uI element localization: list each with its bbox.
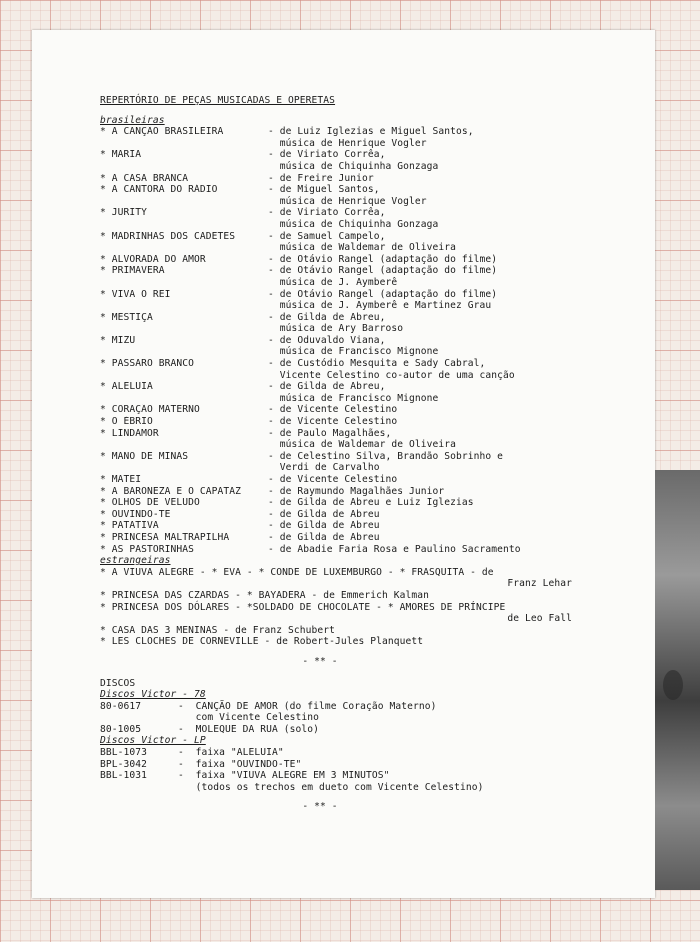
work-row [100,393,640,405]
work-title: * PRINCESA MALTRAPILHA [100,531,230,543]
work-row [100,207,640,219]
work-credit: - de Celestino Silva, Brandão Sobrinho e [268,450,504,462]
disc-track: - faixa "OUVINDO-TE" [178,758,302,770]
work-title: * OUVINDO-TE [100,508,171,520]
work-entry [100,254,640,266]
work-credit: - de Vicente Celestino [268,474,398,485]
disc-track: - CANÇÃO DE AMOR (do filme Coração Materno) [178,700,437,712]
work-row [100,254,640,266]
work-credit: música de Henrique Vogler [268,195,427,207]
work-row [100,323,640,335]
work-credit: - de Gilda de Abreu, [268,311,386,323]
work-title: * A CANÇÃO BRASILEIRA [100,126,224,138]
work-title-spacer [100,161,268,173]
work-row [100,520,640,532]
work-entry [100,451,640,474]
work-entry [100,520,640,532]
work-row [100,358,640,370]
disc-number: BBL-1031 [100,770,148,782]
disc-row [100,724,640,736]
discos-heading: DISCOS [100,677,136,689]
work-entry [100,173,640,185]
work-title: * ALELUIA [100,381,153,393]
work-credit: música de Francisco Mignone [268,392,439,404]
work-title-spacer [100,242,268,254]
work-credit: - de Abadie Faria Rosa e Paulino Sacramento [268,543,521,555]
work-title: * A BARONEZA E O CAPATAZ [100,485,242,497]
work-row [100,300,640,312]
work-credit: - de Gilda de Abreu [268,531,380,543]
work-title: * MATEI [100,474,142,485]
work-credit: - de Viriato Corrêa, [268,149,386,161]
work-title-spacer [100,346,268,358]
work-credit: música de Ary Barroso [268,323,404,335]
work-row [100,532,640,544]
work-credit: - de Vicente Celestino [268,404,398,416]
work-credit: Verdi de Carvalho [268,462,380,474]
work-entry [100,289,640,312]
disc-track: (todos os trechos em dueto com Vicente Celestino) [178,781,484,793]
work-row [100,219,640,231]
work-entry [100,486,640,498]
work-title-spacer [100,323,268,335]
separator-bottom: - ** - [302,801,338,813]
section-label-brasileiras: brasileiras [100,114,165,126]
work-entry [100,184,640,207]
estrangeiras-list [100,567,640,648]
disc-row [100,759,640,771]
work-title: * MIZÚ [100,334,136,346]
foreign-text: * LES CLOCHES DE CORNEVILLE - de Robert-Jules Planquett [100,636,424,648]
work-row [100,370,640,382]
work-entry [100,532,640,544]
work-entry [100,358,640,381]
work-title: * ALVORADA DO AMOR [100,253,206,265]
work-title: * JURITY [100,207,148,219]
work-title: * MARIA [100,149,142,161]
work-title: * MESTIÇA [100,311,153,323]
work-title: * AS PASTORINHAS [100,543,195,555]
foreign-entry [100,567,640,590]
work-credit: - de Gilda de Abreu, [268,381,386,393]
work-credit: - de Gilda de Abreu [268,508,380,520]
work-title-spacer [100,462,268,474]
work-row [100,462,640,474]
foreign-author: Franz Lehar [507,578,572,590]
work-credit: - de Otávio Rangel (adaptação do filme) [268,265,498,277]
work-entry [100,335,640,358]
work-title-spacer [100,439,268,451]
disc-row [100,701,640,713]
work-credit: - de Samuel Campelo, [268,230,386,242]
foreign-entry [100,590,640,602]
work-credit: - de Gilda de Abreu [268,520,380,532]
foreign-text: * PRINCESA DOS DÓLARES - *SOLDADO DE CHOCOLATE - * AMORES DE PRÍNCIPE [100,601,506,613]
work-entry [100,416,640,428]
work-entry [100,149,640,172]
work-entry [100,544,640,556]
work-title: * PATATIVA [100,520,159,532]
foreign-entry [100,625,640,637]
work-credit: - de Miguel Santos, [268,184,380,196]
disc-track: com Vicente Celestino [178,712,320,724]
work-row [100,277,640,289]
work-entry [100,265,640,288]
foreign-entry [100,636,640,648]
work-credit: música de J. Aymberê e Martinez Grau [268,300,492,312]
foreign-text: * CASA DAS 3 MENINAS - de Franz Schubert [100,624,336,636]
victorlp-label: Discos Victor - LP [100,735,206,747]
work-title: * PASSARO BRANCO [100,358,195,370]
work-row [100,161,640,173]
disc-row [100,712,640,724]
work-row [100,416,640,428]
work-credit: música de Chiquinha Gonzaga [268,160,439,172]
work-title: * MADRINHAS DOS CADETES [100,230,236,242]
work-entry [100,428,640,451]
work-title: * CORAÇÃO MATERNO [100,404,200,416]
work-title-spacer [100,300,268,312]
disc-track: - MOLEQUE DA RUA (solo) [178,723,320,735]
work-row [100,242,640,254]
work-entry [100,381,640,404]
work-credit: - de Oduvaldo Viana, [268,334,386,346]
work-credit: música de Francisco Mignone [268,346,439,358]
work-entry [100,231,640,254]
work-credit: música de Chiquinha Gonzaga [268,218,439,230]
work-credit: - de Otávio Rangel (adaptação do filme) [268,253,498,265]
work-credit: - de Raymundo Magalhães Junior [268,485,445,497]
disc-number: 80-0617 [100,700,142,712]
work-title: * A CANTORA DO RÁDIO [100,184,218,196]
work-credit: música de Waldemar de Oliveira [268,439,457,451]
work-row [100,126,640,138]
work-entry [100,404,640,416]
work-entry [100,509,640,521]
foreign-entry [100,602,640,625]
disc-number: BPL-3042 [100,758,148,770]
work-row [100,184,640,196]
victorlp-list [100,747,640,793]
disc-track: - faixa "ALELUIA" [178,747,284,759]
work-title-spacer [100,370,268,382]
work-credit: - de Vicente Celestino [268,416,398,428]
work-credit: - de Freire Junior [268,172,374,184]
work-credit: - de Viriato Corrêa, [268,207,386,219]
work-title: * O ÉBRIO [100,416,153,428]
work-title-spacer [100,138,268,150]
document-content [100,95,640,823]
work-row [100,312,640,324]
work-row [100,231,640,243]
work-title: * VIVA O REI [100,288,171,300]
work-credit: - de Paulo Magalhães, [268,427,392,439]
foreign-author: de Leo Fall [507,613,572,625]
work-row [100,404,640,416]
work-row [100,544,640,556]
work-credit: - de Luiz Iglezias e Miguel Santos, [268,126,474,138]
adjacent-page-photo [655,470,700,890]
work-row [100,509,640,521]
work-title: * A CASA BRANCA [100,172,189,184]
disc-number: BBL-1073 [100,747,148,759]
foreign-text: * A VIUVA ALEGRE - * EVA - * CONDE DE LUXEMBURGO - * FRASQUITA - de [100,566,494,578]
work-title-spacer [100,277,268,289]
work-title: * OLHOS DE VELUDO [100,497,200,509]
disc-row [100,747,640,759]
work-row [100,346,640,358]
work-row [100,196,640,208]
work-row [100,497,640,509]
work-credit: música de Waldemar de Oliveira [268,242,457,254]
disc-number-spacer [100,782,178,794]
work-title-spacer [100,393,268,405]
disc-row [100,770,640,782]
work-entry [100,126,640,149]
work-credit: música de Henrique Vogler [268,137,427,149]
work-credit: - de Gilda de Abreu e Luiz Iglezias [268,497,474,509]
work-entry [100,474,640,486]
work-title: * LINDAMOR [100,427,159,439]
work-title-spacer [100,219,268,231]
work-row [100,486,640,498]
work-row [100,474,640,486]
victor78-list [100,701,640,736]
separator: - ** - [302,655,338,667]
work-row [100,265,640,277]
work-row [100,149,640,161]
disc-track: - faixa "VIUVA ALEGRE EM 3 MINUTOS" [178,770,390,782]
work-row [100,289,640,301]
work-row [100,428,640,440]
brasileiras-list [100,126,640,555]
work-title: * PRIMAVERA [100,265,165,277]
work-entry [100,207,640,230]
work-row [100,439,640,451]
work-entry [100,497,640,509]
work-credit: música de J. Aymberê [268,276,398,288]
section-label-estrangeiras: estrangeiras [100,555,171,567]
work-row [100,173,640,185]
victor78-label: Discos Victor - 78 [100,689,206,701]
work-credit: Vicente Celestino co-autor de uma canção [268,369,515,381]
work-row [100,138,640,150]
disc-row [100,782,640,794]
work-credit: - de Custódio Mesquita e Sady Cabral, [268,358,486,370]
work-entry [100,312,640,335]
foreign-text: * PRINCESA DAS CZARDAS - * BAYADERA - de Emmerich Kalman [100,589,430,601]
work-title-spacer [100,196,268,208]
work-credit: - de Otávio Rangel (adaptação do filme) [268,288,498,300]
disc-number-spacer [100,712,178,724]
work-row [100,335,640,347]
work-row [100,381,640,393]
disc-number: 80-1005 [100,723,142,735]
page-title: REPERTÓRIO DE PEÇAS MUSICADAS E OPERETAS [100,95,336,106]
work-row [100,451,640,463]
work-title: * MANO DE MINAS [100,450,189,462]
